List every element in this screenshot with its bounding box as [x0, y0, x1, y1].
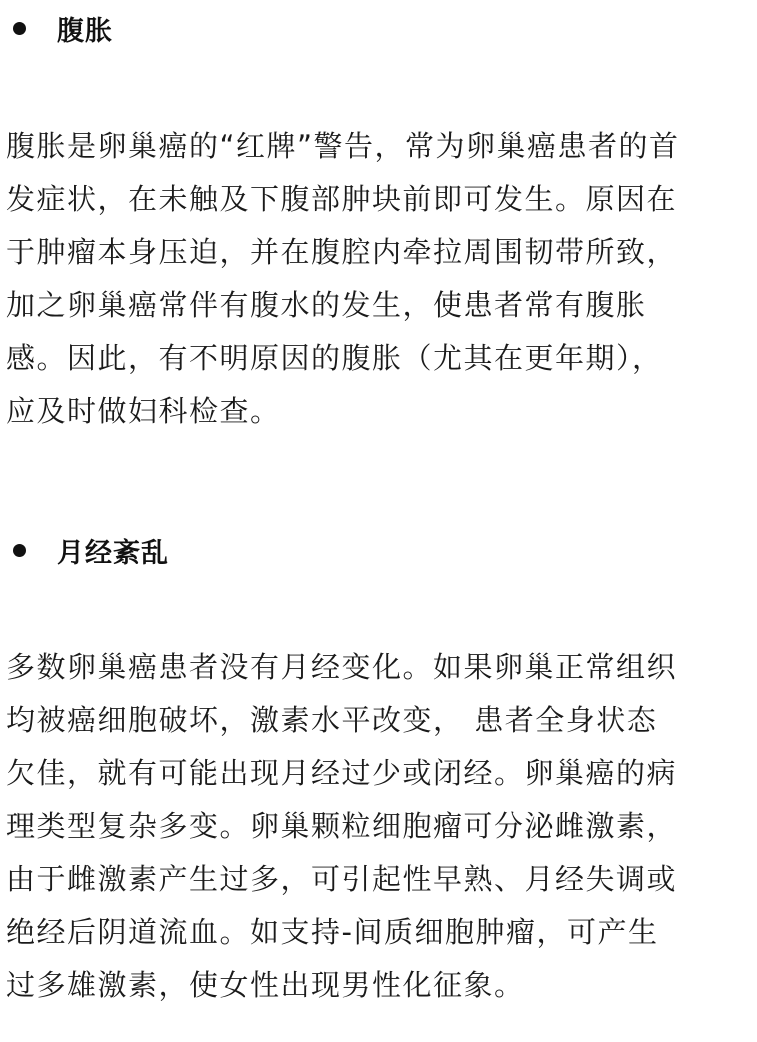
paragraph-line: 欠佳，就有可能出现月经过少或闭经。卵巢癌的病 — [6, 756, 678, 790]
section-heading-text: 月经紊乱 — [57, 537, 169, 569]
paragraph-line: 多数卵巢癌患者没有月经变化。如果卵巢正常组织 — [6, 650, 678, 684]
bullet-dot-icon — [13, 22, 26, 35]
paragraph-line: 绝经后阴道流血。如支持-间质细胞肿瘤，可产生 — [6, 915, 659, 949]
paragraph-line: 发症状，在未触及下腹部肿块前即可发生。原因在 — [6, 182, 678, 216]
paragraph-line: 腹胀是卵巢癌的“红牌”警告，常为卵巢癌患者的首 — [6, 129, 680, 163]
paragraph-line: 加之卵巢癌常伴有腹水的发生，使患者常有腹胀 — [6, 288, 647, 322]
paragraph-line: 于肿瘤本身压迫，并在腹腔内牵拉周围韧带所致， — [6, 235, 678, 269]
section-heading-text: 腹胀 — [57, 15, 113, 47]
paragraph-line: 过多雄激素，使女性出现男性化征象。 — [6, 968, 525, 1002]
bullet-dot-icon — [13, 544, 26, 557]
paragraph-menstrual-disorder — [6, 641, 751, 1012]
paragraph-line: 感。因此，有不明原因的腹胀（尤其在更年期）， — [6, 341, 663, 375]
paragraph-bloating — [6, 120, 751, 438]
paragraph-line: 均被癌细胞破坏，激素水平改变， 患者全身状态 — [6, 703, 658, 737]
paragraph-line: 由于雌激素产生过多，可引起性早熟、月经失调或 — [6, 862, 678, 896]
paragraph-line: 应及时做妇科检查。 — [6, 394, 281, 428]
paragraph-line: 理类型复杂多变。卵巢颗粒细胞瘤可分泌雌激素， — [6, 809, 678, 843]
